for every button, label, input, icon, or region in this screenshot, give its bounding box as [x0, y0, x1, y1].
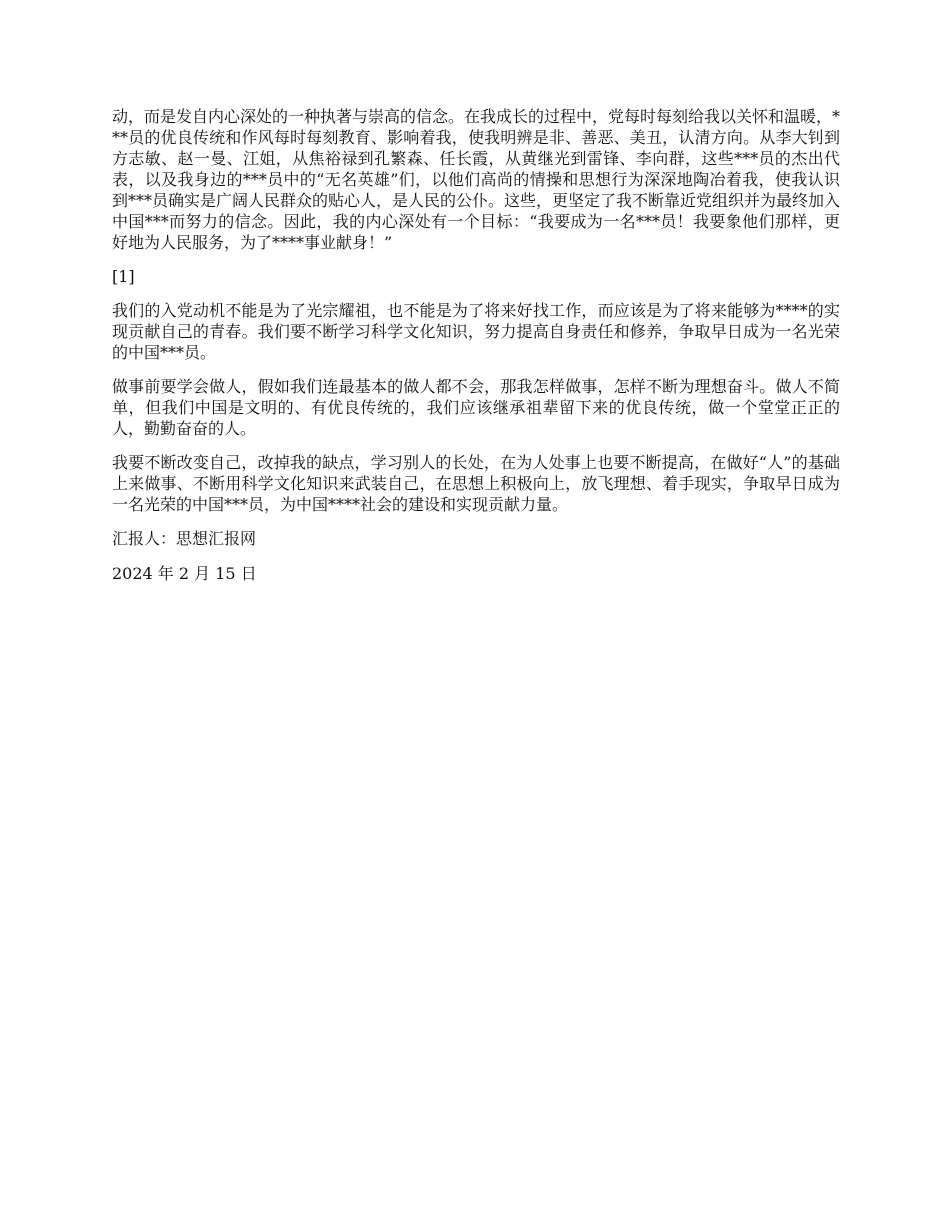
reporter-signature: 汇报人：思想汇报网: [112, 529, 257, 548]
paragraph-motivation-belief: 动，而是发自内心深处的一种执著与崇高的信念。在我成长的过程中，党每时每刻给我以关怀和温暖，***员的优良传统和作风每时每刻教育、影响着我，使我明辨是非、善恶、美丑，认清方向。从李大钊到方志敏、赵一曼、江姐，从焦裕禄到孔繁森、任长霞，从黄继光到雷锋、李向群，这些***员的杰出代表，以及我身边的***员中的“无名英雄”们，以他们高尚的情操和思想行为深深地陶冶着我，使我认识到***员确实是广阔人民群众的贴心人，是人民的公仆。这些，更坚定了我不断靠近党组织并为最终加入中国***而努力的信念。因此，我的内心深处有一个目标：“我要成为一名***员！我要象他们那样，更好地为人民服务，为了****事业献身！”: [112, 107, 841, 252]
paragraph-be-a-good-person: 做事前要学会做人，假如我们连最基本的做人都不会，那我怎样做事，怎样不断为理想奋斗。做人不简单，但我们中国是文明的、有优良传统的，我们应该继承祖辈留下来的优良传统，做一个堂堂正正的人，勤勤奋奋的人。: [112, 377, 840, 438]
reference-marker: [1]: [112, 267, 135, 286]
paragraph-party-motivation: 我们的入党动机不能是为了光宗耀祖，也不能是为了将来好找工作，而应该是为了将来能够为****的实现贡献自己的青春。我们要不断学习科学文化知识，努力提高自身责任和修养，争取早日成为一名光荣的中国***员。: [112, 301, 840, 362]
report-date: 2024 年 2 月 15 日: [112, 564, 257, 583]
document-body: [112, 106, 840, 598]
paragraph-self-improvement: 我要不断改变自己，改掉我的缺点，学习别人的长处，在为人处事上也要不断提高，在做好“人”的基础上来做事、不断用科学文化知识来武装自己，在思想上积极向上，放飞理想、着手现实，争取早日成为一名光荣的中国***员，为中国****社会的建设和实现贡献力量。: [112, 453, 840, 514]
